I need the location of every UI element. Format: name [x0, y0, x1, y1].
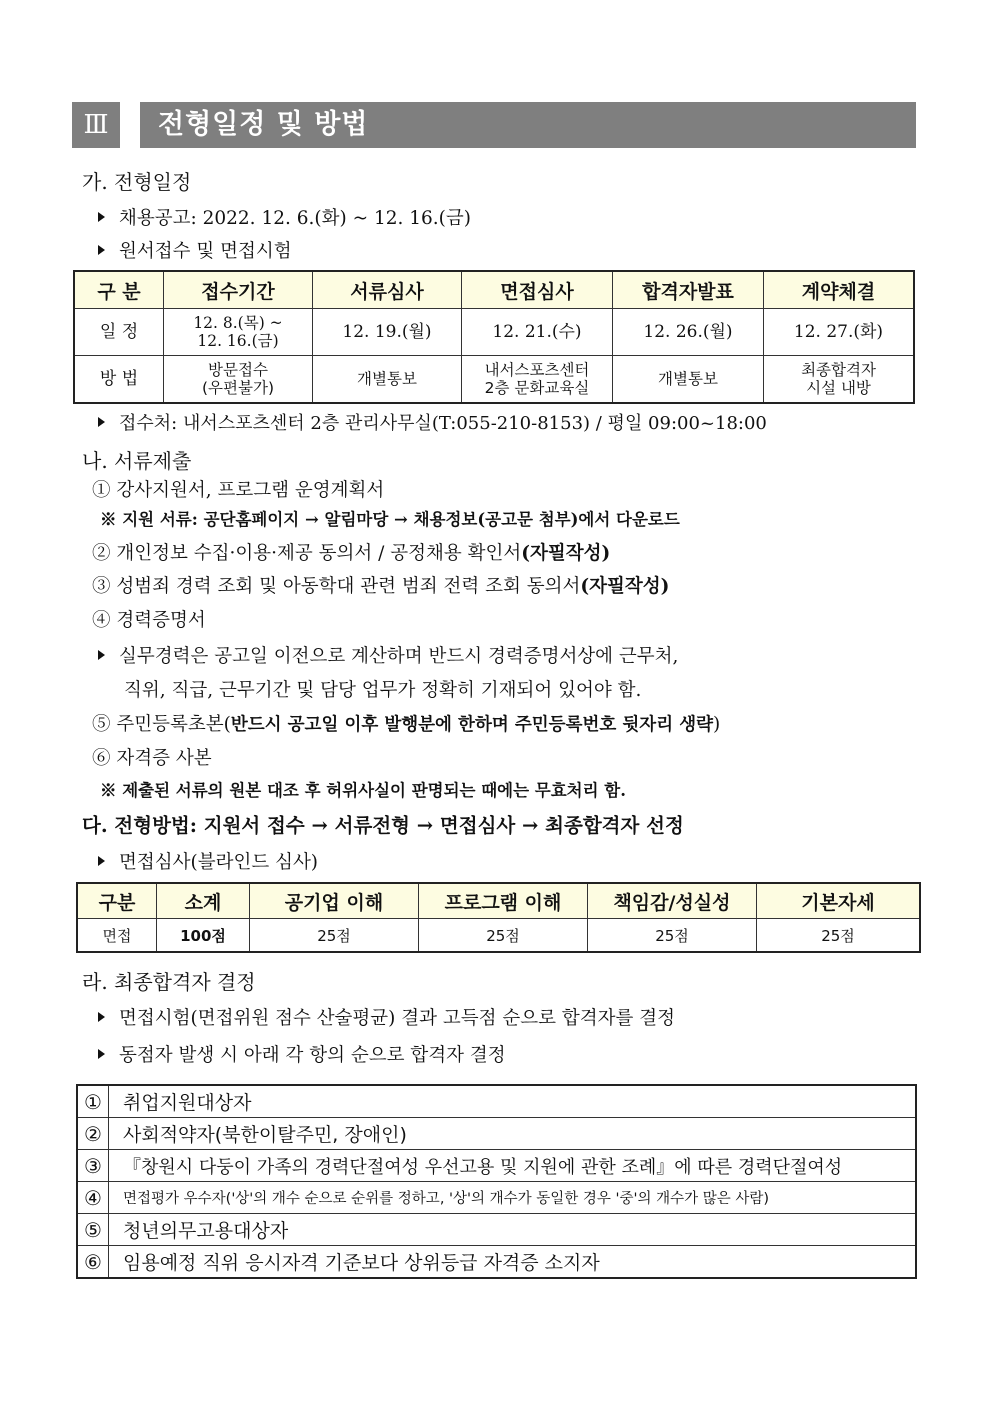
- table-row: [74, 356, 914, 404]
- table-header: 기본자세: [757, 883, 921, 919]
- table-cell: 25점: [757, 919, 921, 953]
- row-label: 일 정: [74, 309, 164, 356]
- table-header: 서류심사: [313, 271, 462, 309]
- table-row: [77, 1150, 916, 1182]
- heading-documents: 나. 서류제출: [82, 449, 192, 473]
- table-row: [77, 1118, 916, 1150]
- bullet-icon: [98, 212, 105, 222]
- doc-note-2: ※ 제출된 서류의 원본 대조 후 허위사실이 판명되는 때에는 무효처리 함.: [100, 781, 626, 800]
- heading-method: 다. 전형방법: 지원서 접수 → 서류전형 → 면접심사 → 최종합격자 선정: [82, 814, 684, 837]
- table-cell: 임용예정 직위 응시자격 기준보다 상위등급 자격증 소지자: [109, 1246, 917, 1279]
- bullet-icon: [98, 650, 105, 660]
- row-label: 방 법: [74, 356, 164, 404]
- row-number: ①: [77, 1085, 109, 1118]
- table-header: 합격자발표: [613, 271, 764, 309]
- doc-item-3: ③ 성범죄 경력 조회 및 아동학대 관련 범죄 전력 조회 동의서(자필작성): [92, 576, 670, 597]
- table-header: 프로그램 이해: [419, 883, 588, 919]
- table-cell: 면접평가 우수자('상'의 개수 순으로 순위를 정하고, '상'의 개수가 동일한 경우 '중'의 개수가 많은 사람): [109, 1182, 917, 1214]
- table-cell: 청년의무고용대상자: [109, 1214, 917, 1246]
- table-row: [77, 1214, 916, 1246]
- table-cell: 25점: [419, 919, 588, 953]
- table-cell: 개별통보: [613, 356, 764, 404]
- line-final-1: 면접시험(면접위원 점수 산술평균) 결과 고득점 순으로 합격자를 결정: [98, 1004, 675, 1030]
- tiebreak-table: [76, 1084, 917, 1279]
- table-header: 접수기간: [164, 271, 313, 309]
- table-header: 면접심사: [462, 271, 613, 309]
- table-header: 소계: [157, 883, 250, 919]
- row-number: ②: [77, 1118, 109, 1150]
- table-cell: 12. 21.(수): [462, 309, 613, 356]
- table-cell: 개별통보: [313, 356, 462, 404]
- table-header: 구분: [77, 883, 157, 919]
- table-row: [77, 919, 920, 953]
- table-cell: 『창원시 다둥이 가족의 경력단절여성 우선고용 및 지원에 관한 조례』에 따른 경력단절여성: [109, 1150, 917, 1182]
- doc-item-4: ④ 경력증명서: [92, 610, 206, 631]
- table-cell: 12. 19.(월): [313, 309, 462, 356]
- table-row: [77, 1182, 916, 1214]
- heading-final: 라. 최종합격자 결정: [82, 970, 256, 994]
- table-cell: 방문접수 (우편불가): [164, 356, 313, 404]
- bullet-icon: [98, 1012, 105, 1022]
- schedule-table: [73, 270, 915, 404]
- table-row: [74, 309, 914, 356]
- line-application: 원서접수 및 면접시험: [98, 237, 292, 263]
- section-number: Ⅲ: [72, 102, 120, 148]
- table-cell: 최종합격자 시설 내방: [764, 356, 915, 404]
- bullet-icon: [98, 245, 105, 255]
- table-header: 계약체결: [764, 271, 915, 309]
- table-cell: 사회적약자(북한이탈주민, 장애인): [109, 1118, 917, 1150]
- line-final-2: 동점자 발생 시 아래 각 항의 순으로 합격자 결정: [98, 1041, 506, 1067]
- table-cell: 12. 26.(월): [613, 309, 764, 356]
- table-header: 공기업 이해: [250, 883, 419, 919]
- row-number: ⑤: [77, 1214, 109, 1246]
- table-header: 구 분: [74, 271, 164, 309]
- heading-schedule: 가. 전형일정: [82, 170, 192, 194]
- table-row: [77, 1246, 916, 1279]
- doc-item-2: ② 개인정보 수집·이용·제공 동의서 / 공정채용 확인서(자필작성): [92, 543, 611, 564]
- table-row: [77, 1085, 916, 1118]
- section-title: 전형일정 및 방법: [140, 102, 916, 148]
- table-cell: 취업지원대상자: [109, 1085, 917, 1118]
- line-reception: 접수처: 내서스포츠센터 2층 관리사무실(T:055-210-8153) / 평일 09:00~18:00: [98, 409, 767, 435]
- table-cell: 25점: [250, 919, 419, 953]
- table-cell: 면접: [77, 919, 157, 953]
- table-header-row: [74, 271, 914, 309]
- interview-score-table: [76, 882, 921, 953]
- doc-item-5: ⑤ 주민등록초본(반드시 공고일 이후 발행분에 한하며 주민등록번호 뒷자리 생략): [92, 714, 721, 735]
- table-cell: 25점: [588, 919, 757, 953]
- doc-item-4-detail: 실무경력은 공고일 이전으로 계산하며 반드시 경력증명서상에 근무처,: [98, 642, 678, 668]
- table-cell: 12. 8.(목) ~ 12. 16.(금): [164, 309, 313, 356]
- table-cell: 12. 27.(화): [764, 309, 915, 356]
- row-number: ③: [77, 1150, 109, 1182]
- table-header-row: [77, 883, 920, 919]
- table-cell: 100점: [157, 919, 250, 953]
- table-cell: 내서스포츠센터 2층 문화교육실: [462, 356, 613, 404]
- doc-item-1: ① 강사지원서, 프로그램 운영계획서: [92, 480, 385, 501]
- doc-note-1: ※ 지원 서류: 공단홈페이지 → 알림마당 → 채용정보(공고문 첨부)에서 다운로드: [100, 510, 680, 529]
- bullet-icon: [98, 1049, 105, 1059]
- bullet-icon: [98, 856, 105, 866]
- bullet-icon: [98, 417, 105, 427]
- doc-item-4-detail-2: 직위, 직급, 근무기간 및 담당 업무가 정확히 기재되어 있어야 함.: [124, 680, 642, 701]
- doc-item-6: ⑥ 자격증 사본: [92, 748, 212, 769]
- line-interview: 면접심사(블라인드 심사): [98, 848, 318, 874]
- line-posting: 채용공고: 2022. 12. 6.(화) ~ 12. 16.(금): [98, 204, 471, 230]
- row-number: ④: [77, 1182, 109, 1214]
- table-header: 책임감/성실성: [588, 883, 757, 919]
- row-number: ⑥: [77, 1246, 109, 1279]
